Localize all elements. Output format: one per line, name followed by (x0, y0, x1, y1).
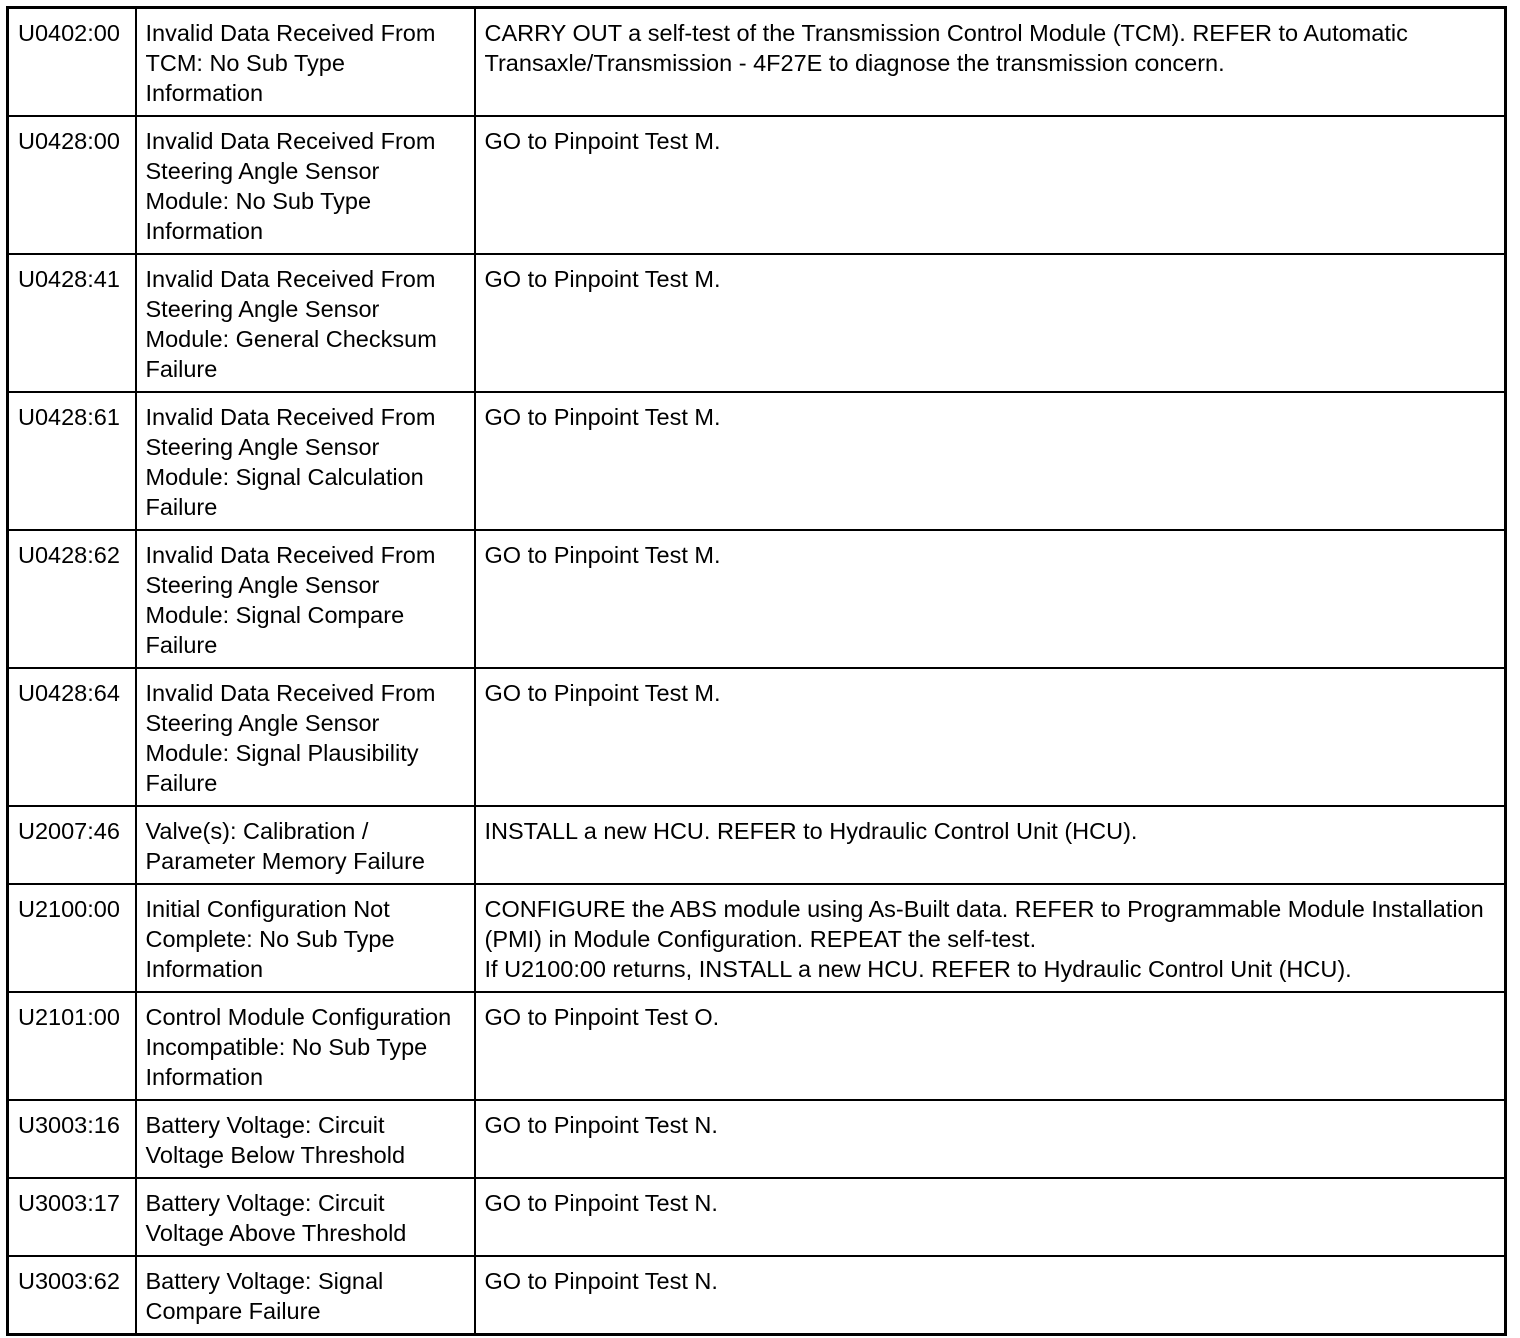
action-line: GO to Pinpoint Test M. (484, 128, 721, 154)
dtc-description-cell: Invalid Data Received From Steering Angle Sensor Module: Signal Plausibility Failure (136, 668, 475, 806)
action-line: CARRY OUT a self-test of the Transmission Control Module (TCM). REFER to Automatic Transaxle/Transmission - 4F27E to diagnose the transmission concern. (484, 20, 1408, 76)
dtc-description-cell: Control Module Configuration Incompatible: No Sub Type Information (136, 992, 475, 1100)
table-row (8, 8, 1506, 117)
dtc-description-cell: Invalid Data Received From Steering Angle Sensor Module: General Checksum Failure (136, 254, 475, 392)
dtc-description-cell: Battery Voltage: Circuit Voltage Below Threshold (136, 1100, 475, 1178)
dtc-code-cell: U0428:00 (8, 116, 136, 254)
action-line: GO to Pinpoint Test O. (484, 1004, 720, 1030)
dtc-action-cell (475, 392, 1506, 530)
action-line: CONFIGURE the ABS module using As-Built data. REFER to Programmable Module Installation (PMI) in Module Configuration. REPEAT the self-test. (484, 896, 1484, 952)
dtc-action-cell (475, 992, 1506, 1100)
dtc-action-cell (475, 254, 1506, 392)
action-line: INSTALL a new HCU. REFER to Hydraulic Control Unit (HCU). (484, 818, 1138, 844)
action-line: If U2100:00 returns, INSTALL a new HCU. REFER to Hydraulic Control Unit (HCU). (484, 956, 1352, 982)
dtc-description-cell: Valve(s): Calibration / Parameter Memory Failure (136, 806, 475, 884)
dtc-table (6, 6, 1507, 1336)
action-line: GO to Pinpoint Test M. (484, 542, 721, 568)
dtc-code-cell: U3003:16 (8, 1100, 136, 1178)
action-line: GO to Pinpoint Test M. (484, 680, 721, 706)
dtc-code-cell: U0402:00 (8, 8, 136, 117)
dtc-description-cell: Battery Voltage: Signal Compare Failure (136, 1256, 475, 1335)
table-row (8, 1256, 1506, 1335)
dtc-description-cell: Invalid Data Received From TCM: No Sub Type Information (136, 8, 475, 117)
dtc-description-cell: Invalid Data Received From Steering Angle Sensor Module: Signal Compare Failure (136, 530, 475, 668)
action-line: GO to Pinpoint Test N. (484, 1112, 718, 1138)
dtc-action-cell (475, 116, 1506, 254)
dtc-code-cell: U2007:46 (8, 806, 136, 884)
dtc-code-cell: U3003:62 (8, 1256, 136, 1335)
dtc-action-cell (475, 8, 1506, 117)
dtc-description-cell: Invalid Data Received From Steering Angle Sensor Module: Signal Calculation Failure (136, 392, 475, 530)
dtc-code-cell: U2101:00 (8, 992, 136, 1100)
dtc-action-cell (475, 806, 1506, 884)
table-row (8, 1178, 1506, 1256)
table-row (8, 992, 1506, 1100)
dtc-action-cell (475, 884, 1506, 992)
table-row (8, 1100, 1506, 1178)
dtc-code-cell: U0428:64 (8, 668, 136, 806)
action-line: GO to Pinpoint Test M. (484, 266, 721, 292)
dtc-code-cell: U3003:17 (8, 1178, 136, 1256)
action-line: GO to Pinpoint Test N. (484, 1268, 718, 1294)
dtc-code-cell: U0428:41 (8, 254, 136, 392)
table-row (8, 392, 1506, 530)
dtc-description-cell: Invalid Data Received From Steering Angle Sensor Module: No Sub Type Information (136, 116, 475, 254)
table-row (8, 116, 1506, 254)
table-row (8, 530, 1506, 668)
table-row (8, 254, 1506, 392)
dtc-code-cell: U2100:00 (8, 884, 136, 992)
dtc-table-body (8, 8, 1506, 1335)
dtc-action-cell (475, 668, 1506, 806)
table-row (8, 668, 1506, 806)
dtc-code-cell: U0428:62 (8, 530, 136, 668)
action-line: GO to Pinpoint Test N. (484, 1190, 718, 1216)
dtc-action-cell (475, 1256, 1506, 1335)
dtc-action-cell (475, 1100, 1506, 1178)
dtc-description-cell: Initial Configuration Not Complete: No Sub Type Information (136, 884, 475, 992)
dtc-code-cell: U0428:61 (8, 392, 136, 530)
action-line: GO to Pinpoint Test M. (484, 404, 721, 430)
dtc-description-cell: Battery Voltage: Circuit Voltage Above Threshold (136, 1178, 475, 1256)
table-row (8, 884, 1506, 992)
dtc-action-cell (475, 530, 1506, 668)
dtc-action-cell (475, 1178, 1506, 1256)
table-row (8, 806, 1506, 884)
